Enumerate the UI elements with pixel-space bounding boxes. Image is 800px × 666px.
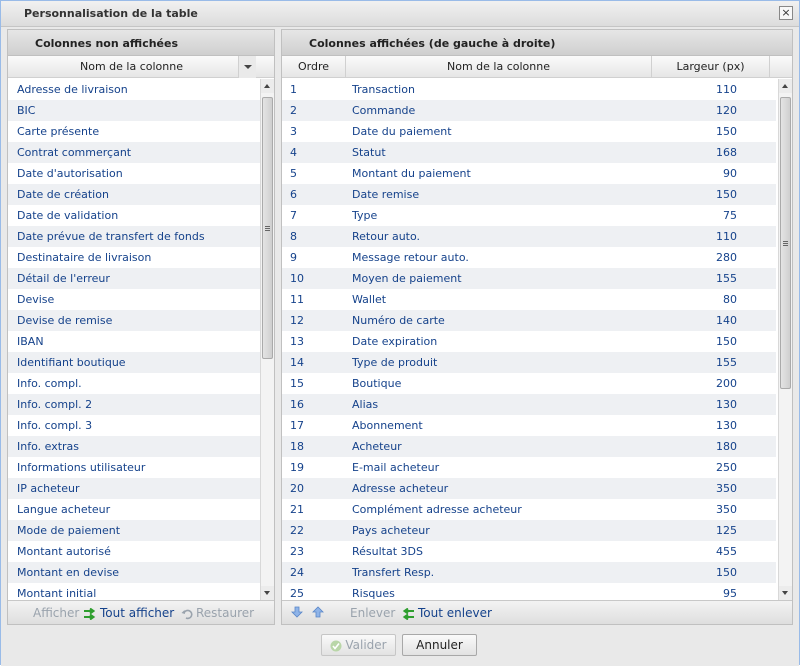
table-row[interactable] [282, 247, 776, 268]
width-cell: 110 [716, 230, 737, 243]
hidden-column-name: Info. compl. 2 [17, 398, 93, 411]
scroll-down-icon[interactable] [261, 586, 274, 600]
dialog-body [1, 27, 799, 666]
validate-button[interactable] [321, 634, 396, 656]
arrow-up-icon [312, 606, 324, 618]
order-cell: 15 [290, 377, 304, 390]
column-name-cell: Moyen de paiement [352, 272, 462, 285]
order-cell: 17 [290, 419, 304, 432]
cancel-label: Annuler [416, 638, 463, 652]
list-item[interactable] [8, 520, 260, 541]
displayed-columns-toolbar [282, 600, 792, 624]
column-name-cell: Date expiration [352, 335, 438, 348]
order-cell: 1 [290, 83, 297, 96]
table-row[interactable] [282, 310, 776, 331]
table-row[interactable] [282, 331, 776, 352]
scroll-thumb[interactable] [262, 97, 273, 359]
hidden-column-name: Info. compl. [17, 377, 82, 390]
order-cell: 22 [290, 524, 304, 537]
hidden-column-name: Info. extras [17, 440, 80, 453]
width-cell: 75 [723, 209, 737, 222]
order-cell: 3 [290, 125, 297, 138]
table-row[interactable] [282, 142, 776, 163]
list-item[interactable] [8, 268, 260, 289]
table-row[interactable] [282, 163, 776, 184]
order-cell: 10 [290, 272, 304, 285]
column-name-cell: Complément adresse acheteur [352, 503, 522, 516]
width-cell: 130 [716, 419, 737, 432]
order-cell: 18 [290, 440, 304, 453]
width-cell: 90 [723, 167, 737, 180]
column-header-width[interactable] [652, 56, 770, 78]
column-name-cell: Montant du paiement [352, 167, 471, 180]
column-name-cell: E-mail acheteur [352, 461, 440, 474]
column-name-cell: Pays acheteur [352, 524, 430, 537]
hidden-column-name: Langue acheteur [17, 503, 111, 516]
show-label: Afficher [33, 606, 80, 620]
table-row[interactable] [282, 457, 776, 478]
hidden-column-name: Info. compl. 3 [17, 419, 93, 432]
list-item[interactable] [8, 499, 260, 520]
list-item[interactable] [8, 541, 260, 562]
column-header-name[interactable] [8, 56, 256, 78]
hidden-column-name: Montant autorisé [17, 545, 111, 558]
table-row[interactable] [282, 562, 776, 583]
displayed-columns-header-row [282, 56, 792, 78]
show-all-label: Tout afficher [100, 606, 175, 620]
width-cell: 140 [716, 314, 737, 327]
list-item[interactable] [8, 289, 260, 310]
width-cell: 130 [716, 398, 737, 411]
scroll-thumb[interactable] [780, 97, 791, 389]
width-cell: 150 [716, 188, 737, 201]
show-button[interactable] [33, 606, 79, 622]
restore-label: Restaurer [196, 606, 255, 620]
table-row[interactable] [282, 478, 776, 499]
width-cell: 350 [716, 503, 737, 516]
dialog-title-bar[interactable] [1, 1, 799, 27]
check-icon [330, 640, 342, 652]
table-row[interactable] [282, 184, 776, 205]
table-row[interactable] [282, 373, 776, 394]
hidden-column-name: Date prévue de transfert de fonds [17, 230, 205, 243]
show-all-icon [83, 608, 97, 620]
order-cell: 9 [290, 251, 297, 264]
width-cell: 455 [716, 545, 737, 558]
hidden-column-name: Identifiant boutique [17, 356, 126, 369]
width-cell: 168 [716, 146, 737, 159]
hidden-columns-scrollbar[interactable] [260, 79, 274, 600]
hidden-columns-toolbar [8, 600, 274, 624]
order-cell: 2 [290, 104, 297, 117]
column-name-cell: Alias [352, 398, 379, 411]
list-item[interactable] [8, 142, 260, 163]
list-item[interactable] [8, 100, 260, 121]
show-all-button[interactable] [83, 606, 174, 622]
hidden-column-name: Contrat commerçant [17, 146, 132, 159]
order-cell: 20 [290, 482, 304, 495]
column-name-cell: Message retour auto. [352, 251, 469, 264]
table-row[interactable] [282, 226, 776, 247]
hidden-column-name: Montant en devise [17, 566, 120, 579]
table-row[interactable] [282, 520, 776, 541]
hidden-column-name: Date d'autorisation [17, 167, 123, 180]
hidden-column-name: Adresse de livraison [17, 83, 128, 96]
list-item[interactable] [8, 163, 260, 184]
table-row[interactable] [282, 583, 776, 600]
list-item[interactable] [8, 373, 260, 394]
list-item[interactable] [8, 121, 260, 142]
hidden-column-name: Devise [17, 293, 55, 306]
width-cell: 150 [716, 335, 737, 348]
table-row[interactable] [282, 79, 776, 100]
close-button[interactable]: × [779, 6, 793, 20]
hidden-column-name: IP acheteur [17, 482, 80, 495]
scroll-up-icon[interactable] [779, 79, 792, 93]
width-cell: 250 [716, 461, 737, 474]
displayed-columns-list [282, 79, 776, 600]
list-item[interactable] [8, 457, 260, 478]
column-name-cell: Type [352, 209, 378, 222]
column-header-name[interactable] [346, 56, 652, 78]
column-name-cell: Wallet [352, 293, 387, 306]
hidden-column-name: Devise de remise [17, 314, 113, 327]
order-cell: 24 [290, 566, 304, 579]
list-item[interactable] [8, 205, 260, 226]
restore-button[interactable] [181, 606, 254, 622]
remove-all-button[interactable] [401, 606, 492, 622]
order-cell: 12 [290, 314, 304, 327]
width-cell: 125 [716, 524, 737, 537]
displayed-columns-title: Colonnes affichées (de gauche à droite) [282, 30, 792, 56]
width-cell: 120 [716, 104, 737, 117]
table-row[interactable] [282, 415, 776, 436]
remove-all-icon [401, 608, 415, 620]
hidden-column-name: Destinataire de livraison [17, 251, 152, 264]
list-item[interactable] [8, 184, 260, 205]
width-cell: 280 [716, 251, 737, 264]
width-cell: 155 [716, 356, 737, 369]
column-name-cell: Statut [352, 146, 386, 159]
displayed-columns-panel [281, 29, 793, 625]
table-row[interactable] [282, 394, 776, 415]
column-header-order[interactable] [282, 56, 346, 78]
column-name-cell: Transaction [352, 83, 415, 96]
column-name-cell: Transfert Resp. [352, 566, 435, 579]
list-item[interactable] [8, 562, 260, 583]
order-cell: 23 [290, 545, 304, 558]
list-item[interactable] [8, 310, 260, 331]
hidden-columns-list [8, 79, 260, 600]
remove-button[interactable] [350, 606, 395, 622]
list-item[interactable] [8, 247, 260, 268]
list-item[interactable] [8, 79, 260, 100]
column-name-cell: Date du paiement [352, 125, 452, 138]
width-cell: 95 [723, 587, 737, 600]
table-row[interactable] [282, 121, 776, 142]
order-cell: 11 [290, 293, 304, 306]
width-cell: 80 [723, 293, 737, 306]
cancel-button[interactable] [402, 634, 477, 656]
order-cell: 6 [290, 188, 297, 201]
width-cell: 150 [716, 125, 737, 138]
list-item[interactable] [8, 226, 260, 247]
list-item[interactable] [8, 583, 260, 600]
column-name-cell: Date remise [352, 188, 420, 201]
list-item[interactable] [8, 478, 260, 499]
grip-icon [265, 226, 270, 231]
column-name-cell: Commande [352, 104, 416, 117]
list-item[interactable] [8, 436, 260, 457]
column-name-cell: Boutique [352, 377, 402, 390]
undo-icon [181, 608, 193, 620]
list-item[interactable] [8, 331, 260, 352]
table-row[interactable] [282, 268, 776, 289]
column-header-order-label: Ordre [297, 60, 330, 73]
arrow-down-icon [291, 606, 303, 618]
order-cell: 19 [290, 461, 304, 474]
order-cell: 4 [290, 146, 297, 159]
hidden-column-name: Informations utilisateur [17, 461, 146, 474]
table-row[interactable] [282, 499, 776, 520]
hidden-columns-panel [7, 29, 275, 625]
table-row[interactable] [282, 352, 776, 373]
order-cell: 5 [290, 167, 297, 180]
dialog-title: Personnalisation de la table [24, 7, 198, 20]
scroll-down-icon[interactable] [779, 586, 792, 600]
hidden-columns-title: Colonnes non affichées [8, 30, 274, 56]
width-cell: 150 [716, 566, 737, 579]
table-row[interactable] [282, 205, 776, 226]
table-row[interactable] [282, 100, 776, 121]
column-name-cell: Retour auto. [352, 230, 421, 243]
move-up-button[interactable] [312, 606, 324, 622]
column-name-cell: Adresse acheteur [352, 482, 449, 495]
order-cell: 13 [290, 335, 304, 348]
list-item[interactable] [8, 394, 260, 415]
hidden-column-name: Détail de l'erreur [17, 272, 110, 285]
hidden-column-name: Mode de paiement [17, 524, 121, 537]
width-cell: 155 [716, 272, 737, 285]
column-name-cell: Résultat 3DS [352, 545, 423, 558]
width-cell: 350 [716, 482, 737, 495]
table-row[interactable] [282, 541, 776, 562]
table-row[interactable] [282, 289, 776, 310]
column-header-width-label: Largeur (px) [676, 60, 745, 73]
column-name-cell: Acheteur [352, 440, 402, 453]
column-name-cell: Abonnement [352, 419, 423, 432]
hidden-column-name: Montant initial [17, 587, 97, 600]
list-item[interactable] [8, 352, 260, 373]
hidden-columns-header-row [8, 56, 274, 78]
width-cell: 200 [716, 377, 737, 390]
hidden-column-name: IBAN [17, 335, 44, 348]
order-cell: 21 [290, 503, 304, 516]
column-name-cell: Risques [352, 587, 395, 600]
grip-icon [783, 241, 788, 246]
order-cell: 8 [290, 230, 297, 243]
width-cell: 110 [716, 83, 737, 96]
scroll-up-icon[interactable] [261, 79, 274, 93]
remove-label: Enlever [350, 606, 396, 620]
hidden-column-name: BIC [17, 104, 36, 117]
width-cell: 180 [716, 440, 737, 453]
column-header-name-label: Nom de la colonne [80, 60, 183, 73]
validate-label: Valider [345, 638, 387, 652]
order-cell: 16 [290, 398, 304, 411]
order-cell: 14 [290, 356, 304, 369]
remove-all-label: Tout enlever [418, 606, 492, 620]
column-name-cell: Numéro de carte [352, 314, 445, 327]
hidden-column-name: Date de validation [17, 209, 119, 222]
hidden-column-name: Date de création [17, 188, 109, 201]
displayed-columns-scrollbar[interactable] [778, 79, 792, 600]
move-down-button[interactable] [291, 606, 303, 622]
order-cell: 25 [290, 587, 304, 600]
list-item[interactable] [8, 415, 260, 436]
chevron-down-icon[interactable] [238, 56, 256, 78]
column-name-cell: Type de produit [352, 356, 438, 369]
hidden-column-name: Carte présente [17, 125, 100, 138]
table-row[interactable] [282, 436, 776, 457]
order-cell: 7 [290, 209, 297, 222]
column-header-name-label: Nom de la colonne [447, 60, 550, 73]
